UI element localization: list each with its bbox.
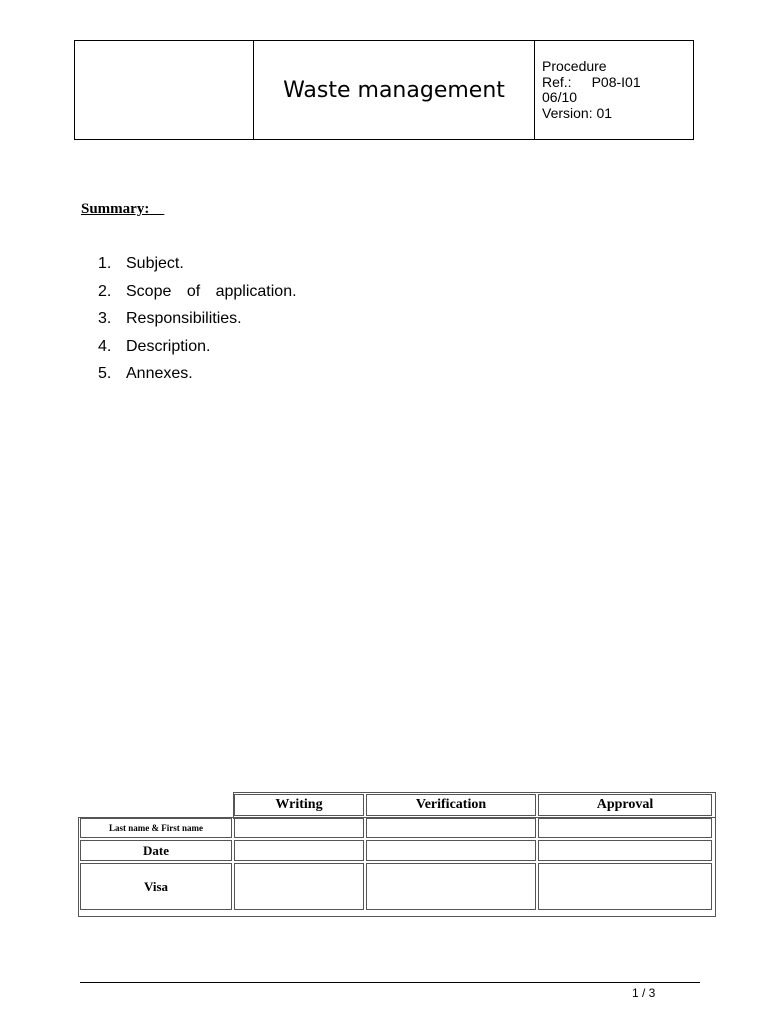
summary-item-number: 5. — [98, 365, 112, 382]
summary-item-number: 3. — [98, 310, 112, 327]
doc-reference — [542, 75, 693, 91]
summary-heading: Summary: — [81, 201, 150, 217]
col-approval: Approval — [538, 794, 712, 816]
date-writing-cell — [234, 840, 364, 861]
visa-writing-cell — [234, 863, 364, 910]
document-meta — [535, 41, 693, 139]
summary-item-number: 4. — [98, 337, 112, 355]
col-verification: Verification — [366, 794, 536, 816]
ref-value: P08-I01 — [591, 73, 641, 90]
table-header-row — [80, 794, 712, 816]
summary-list — [98, 255, 297, 393]
summary-item-text: Subject. — [126, 255, 184, 272]
summary-item — [98, 255, 297, 283]
date-approval-cell — [538, 840, 712, 861]
summary-item — [98, 365, 297, 393]
document-header — [74, 40, 694, 140]
col-writing: Writing — [234, 794, 364, 816]
summary-item-text: Scope of application. — [126, 282, 297, 300]
row-date-label: Date — [80, 840, 232, 861]
name-writing-cell — [234, 818, 364, 838]
table-row-visa — [80, 863, 712, 910]
doc-version: Version: 01 — [542, 104, 613, 121]
name-verification-cell — [366, 818, 536, 838]
visa-verification-cell — [366, 863, 536, 910]
logo-cell — [75, 41, 254, 139]
document-title: Waste management — [254, 41, 535, 139]
doc-date: 06/10 — [542, 89, 578, 105]
doc-type: Procedure — [542, 58, 607, 74]
name-approval-cell — [538, 818, 712, 838]
footer-divider — [80, 982, 700, 983]
page-number: 1 / 3 — [632, 986, 656, 1000]
summary-item-text: Annexes. — [126, 365, 193, 382]
date-verification-cell — [366, 840, 536, 861]
summary-item — [98, 283, 297, 311]
summary-item-number: 2. — [98, 282, 112, 300]
row-visa-label: Visa — [80, 863, 232, 910]
ref-label: Ref.: — [542, 73, 572, 90]
table-row-name — [80, 818, 712, 838]
visa-approval-cell — [538, 863, 712, 910]
summary-item-text: Description. — [126, 337, 211, 355]
summary-item-number: 1. — [98, 255, 112, 272]
table-corner — [80, 794, 232, 816]
summary-item-text: Responsibilities. — [126, 310, 242, 327]
signature-table — [78, 792, 714, 912]
summary-item — [98, 310, 297, 338]
table-row-date — [80, 840, 712, 861]
row-name-label: Last name & First name — [80, 818, 232, 838]
summary-item — [98, 338, 297, 366]
